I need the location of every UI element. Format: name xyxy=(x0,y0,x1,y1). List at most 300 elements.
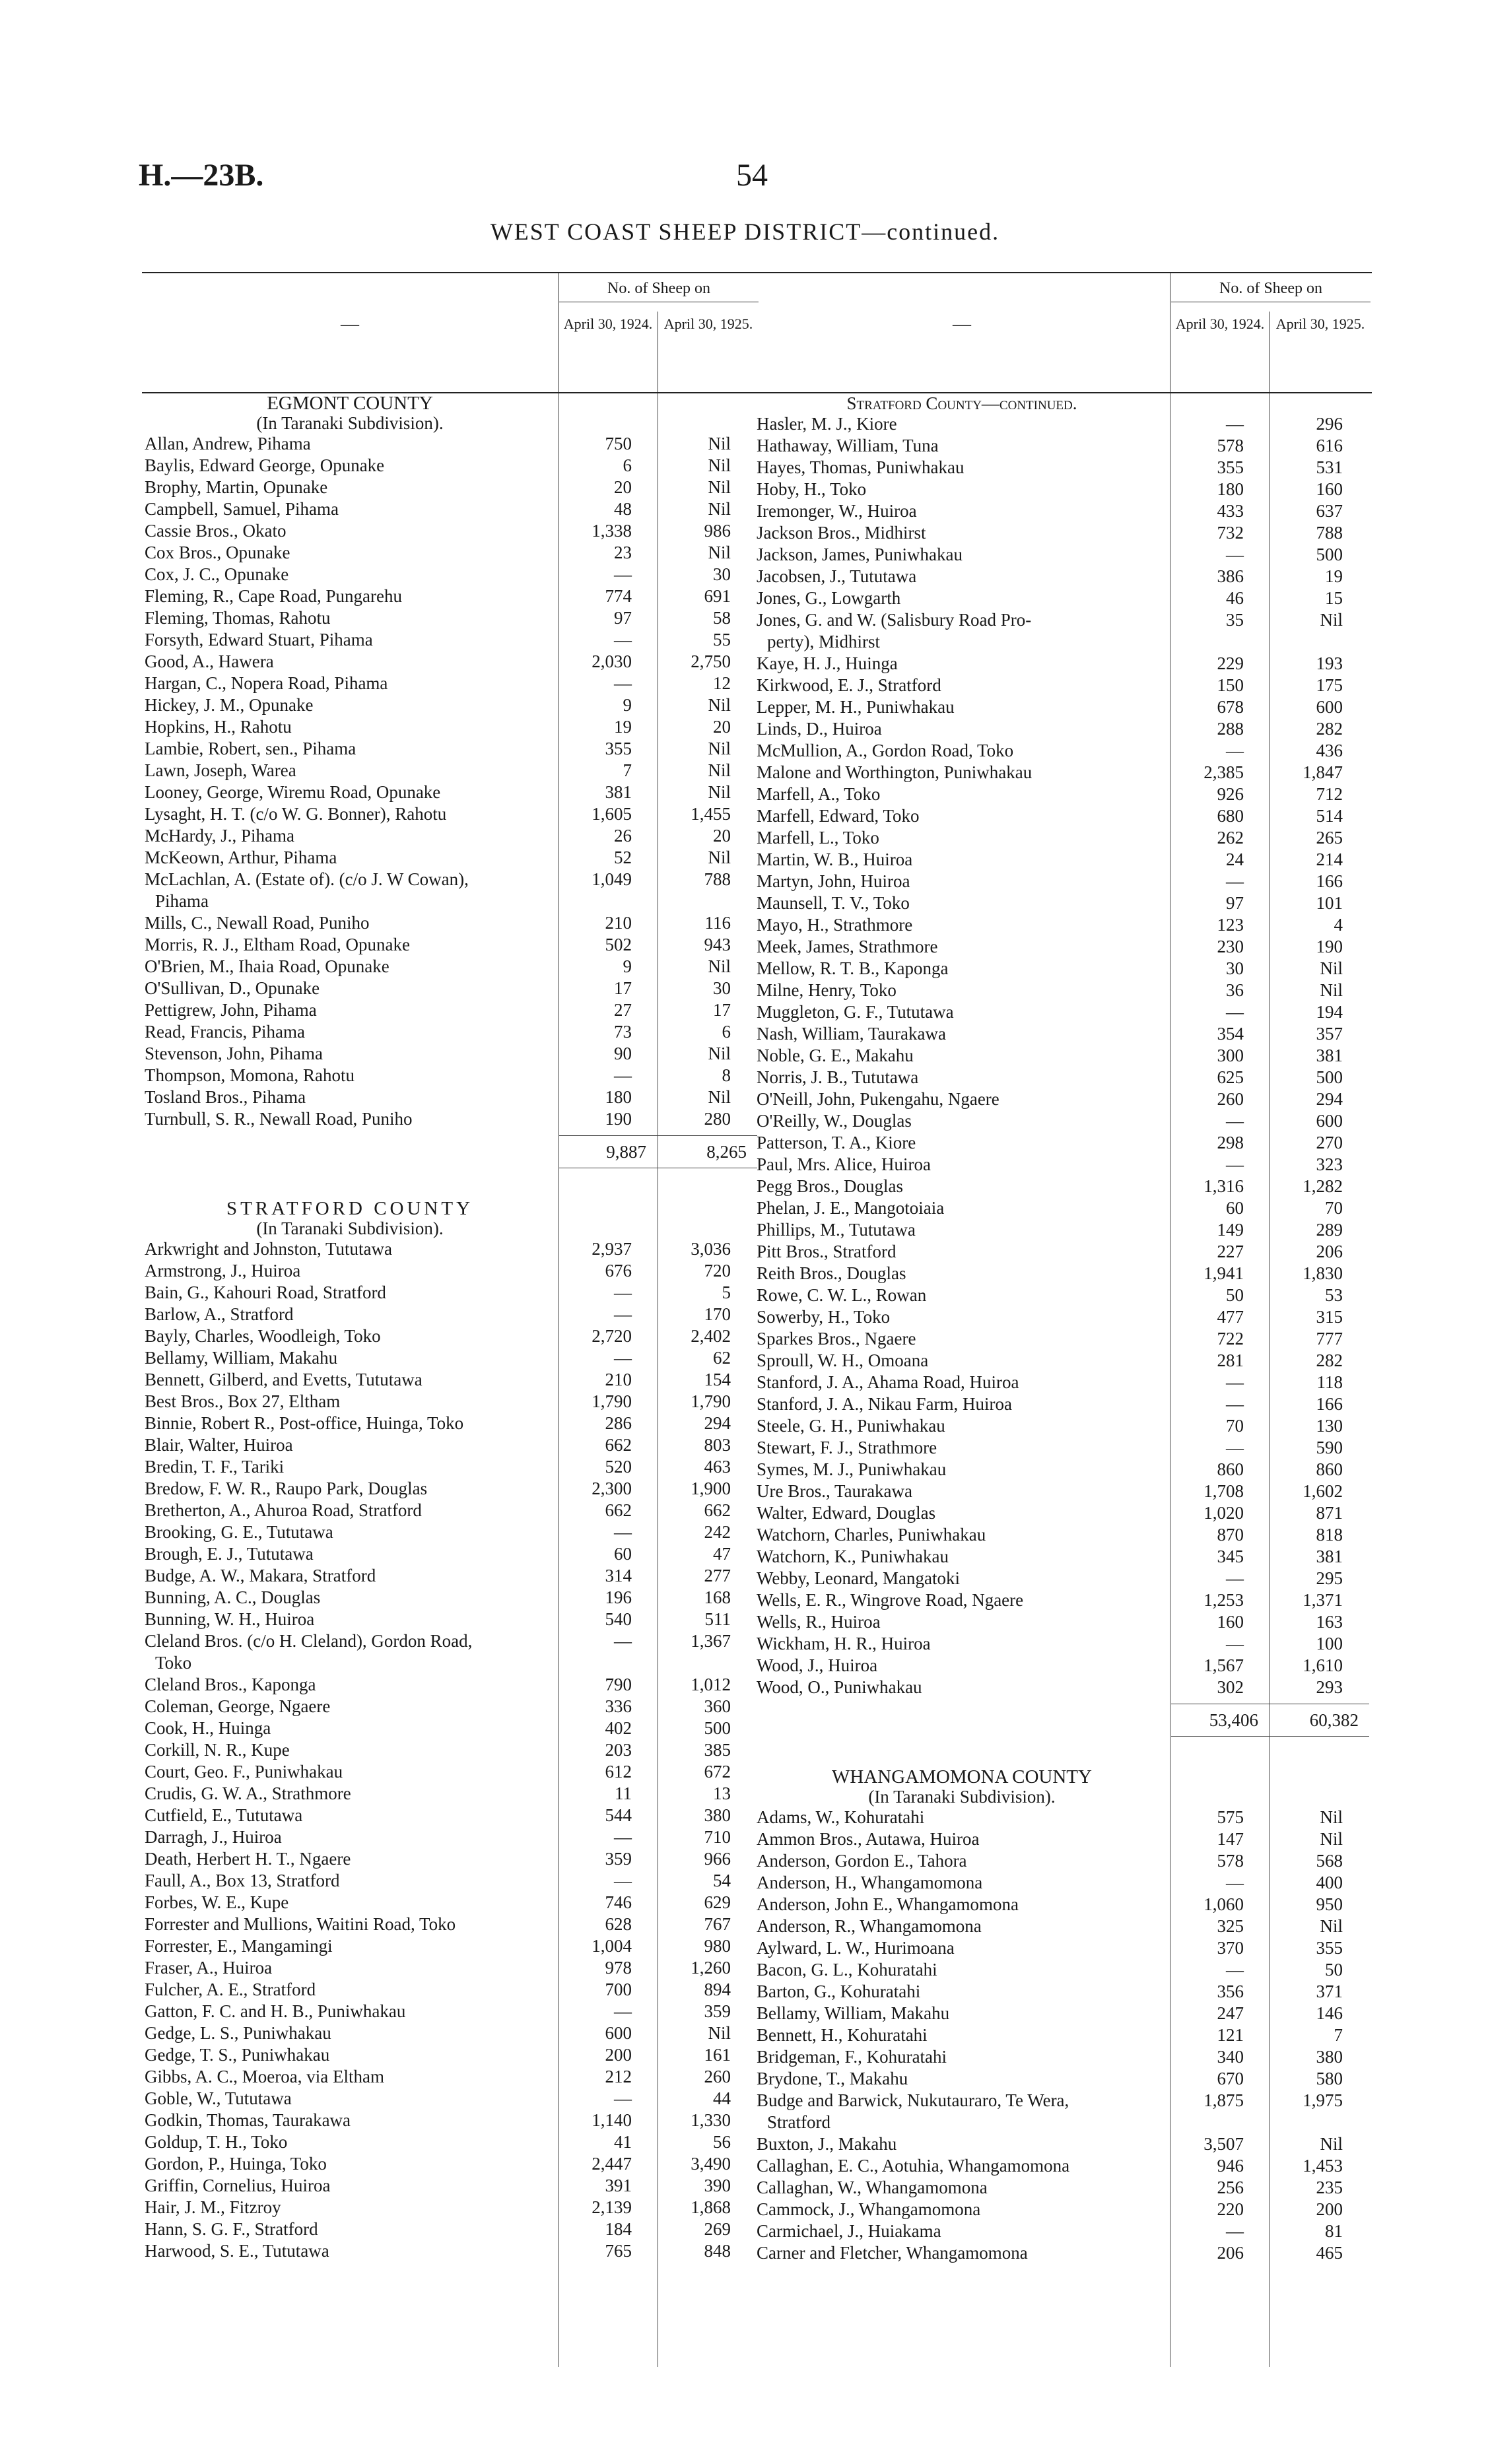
sheep-1924: 600 xyxy=(605,2023,632,2043)
owner-name: Marfell, A., Toko xyxy=(757,784,881,804)
owner-name: Cammock, J., Whangamomona xyxy=(757,2199,981,2219)
sheep-1924: 433 xyxy=(1217,501,1244,521)
page-id: H.—23B. xyxy=(139,158,264,193)
table-row xyxy=(754,1263,1372,1284)
table-row xyxy=(754,1524,1372,1546)
owner-name: Lepper, M. H., Puniwhakau xyxy=(757,697,955,717)
table-row xyxy=(142,1456,760,1478)
owner-name: Forbes, W. E., Kupe xyxy=(145,1892,289,1912)
table-row xyxy=(142,1914,760,1935)
table-row xyxy=(142,1108,760,1130)
table-row xyxy=(142,1935,760,1957)
header-divider xyxy=(558,273,559,392)
sheep-1925: 161 xyxy=(704,2045,731,2065)
table-row xyxy=(754,1828,1372,1850)
sheep-1925: Nil xyxy=(708,434,731,453)
sheep-1925: 6 xyxy=(722,1022,731,1042)
section-subheading: (In Taranaki Subdivision). xyxy=(256,1218,444,1238)
sheep-1925: 1,900 xyxy=(691,1479,731,1498)
owner-name: Jones, G., Lowgarth xyxy=(757,588,901,608)
table-row xyxy=(142,1543,760,1565)
owner-name: Sparkes Bros., Ngaere xyxy=(757,1329,916,1349)
sheep-1925: 30 xyxy=(713,564,731,584)
sheep-1924: 90 xyxy=(614,1044,632,1063)
owner-name: Mellow, R. T. B., Kaponga xyxy=(757,958,949,978)
table-row xyxy=(142,673,760,694)
owner-name: O'Neill, John, Pukengahu, Ngaere xyxy=(757,1089,999,1109)
table-row xyxy=(754,783,1372,805)
table-row xyxy=(142,1086,760,1108)
table-row xyxy=(754,631,1372,653)
table-row xyxy=(754,1176,1372,1197)
sheep-1925: Nil xyxy=(708,477,731,497)
owner-name: Forsyth, Edward Stuart, Pihama xyxy=(145,630,373,649)
sheep-1925: Nil xyxy=(1320,1807,1343,1827)
sheep-1925: 289 xyxy=(1316,1220,1343,1240)
sheep-1924: 19 xyxy=(614,717,632,737)
sheep-1925: 280 xyxy=(704,1109,731,1129)
sheep-1925: Nil xyxy=(1320,610,1343,630)
sheep-1924: 190 xyxy=(605,1109,632,1129)
sheep-1924: 210 xyxy=(605,913,632,933)
sheep-1924: 121 xyxy=(1217,2025,1244,2045)
table-row xyxy=(142,2197,760,2218)
table-row xyxy=(754,980,1372,1001)
sheep-1924: 1,790 xyxy=(592,1391,632,1411)
owner-name: Thompson, Momona, Rahotu xyxy=(145,1065,355,1085)
sheep-1924: 1,060 xyxy=(1203,1894,1244,1914)
sheep-1925: 616 xyxy=(1316,436,1343,455)
sheep-1924: — xyxy=(614,673,632,693)
owner-name: Anderson, H., Whangamomona xyxy=(757,1873,983,1892)
owner-name: O'Reilly, W., Douglas xyxy=(757,1111,912,1131)
table-row xyxy=(754,500,1372,522)
sheep-1924: 336 xyxy=(605,1696,632,1716)
owner-name: Toko xyxy=(155,1653,192,1673)
sheep-1924: 790 xyxy=(605,1675,632,1694)
sheep-1925: 1,453 xyxy=(1303,2156,1343,2176)
owner-name: Marfell, L., Toko xyxy=(757,828,879,848)
owner-name: Fulcher, A. E., Stratford xyxy=(145,1980,316,1999)
table-row xyxy=(142,1238,760,1260)
sheep-1924: 150 xyxy=(1217,675,1244,695)
sheep-1925: 101 xyxy=(1316,893,1343,913)
sheep-1924: 149 xyxy=(1217,1220,1244,1240)
owner-name: Gordon, P., Huinga, Toko xyxy=(145,2154,327,2174)
sheep-1924: 41 xyxy=(614,2132,632,2152)
sheep-1925: 44 xyxy=(713,2088,731,2108)
owner-name: Bellamy, William, Makahu xyxy=(145,1348,338,1368)
sheep-1924: 247 xyxy=(1217,2003,1244,2023)
total-row xyxy=(754,1704,1372,1737)
table-row xyxy=(142,2066,760,2088)
sheep-1925: 58 xyxy=(713,608,731,628)
sheep-1924: 722 xyxy=(1217,1329,1244,1349)
table-row xyxy=(142,542,760,564)
table-row xyxy=(142,1609,760,1630)
owner-name: Bacon, G. L., Kohuratahi xyxy=(757,1960,937,1980)
owner-name: Crudis, G. W. A., Strathmore xyxy=(145,1783,351,1803)
table-row xyxy=(142,2044,760,2066)
owner-name: Brophy, Martin, Opunake xyxy=(145,477,328,497)
owner-name: Faull, A., Box 13, Stratford xyxy=(145,1871,340,1890)
table-row xyxy=(754,827,1372,849)
sheep-1924: — xyxy=(1226,1634,1244,1653)
owner-name: Ure Bros., Taurakawa xyxy=(757,1481,913,1501)
sheep-1925: 166 xyxy=(1316,871,1343,891)
table-row xyxy=(142,2153,760,2175)
table-row xyxy=(754,2220,1372,2242)
sheep-1925: 55 xyxy=(713,630,731,649)
table-row xyxy=(754,1937,1372,1959)
sheep-1924: 578 xyxy=(1217,1851,1244,1871)
owner-name: Bretherton, A., Ahuroa Road, Stratford xyxy=(145,1500,422,1520)
sheep-1924: 1,605 xyxy=(592,804,632,824)
table-row xyxy=(754,1067,1372,1088)
owner-name: Goldup, T. H., Toko xyxy=(145,2132,288,2152)
sheep-1924: 345 xyxy=(1217,1547,1244,1566)
header-year-1924: April 30, 1924. xyxy=(1175,316,1265,332)
sheep-1924: 662 xyxy=(605,1500,632,1520)
sheep-1924: 2,139 xyxy=(592,2197,632,2217)
sheep-1924: 302 xyxy=(1217,1677,1244,1697)
sheep-1925: 4 xyxy=(1334,915,1343,935)
sheep-1925: 56 xyxy=(713,2132,731,2152)
table-row xyxy=(754,1872,1372,1894)
page-number: 54 xyxy=(736,158,768,193)
owner-name: Jackson Bros., Midhirst xyxy=(757,523,926,543)
sheep-1924: 36 xyxy=(1226,980,1244,1000)
table-row xyxy=(754,609,1372,631)
table-row xyxy=(754,914,1372,936)
owner-name: Turnbull, S. R., Newall Road, Puniho xyxy=(145,1109,413,1129)
sheep-1925: 1,282 xyxy=(1303,1176,1343,1196)
sheep-1925: 20 xyxy=(713,826,731,846)
sheep-1924: 11 xyxy=(615,1783,632,1803)
table-row xyxy=(142,1325,760,1347)
sheep-1924: 6 xyxy=(623,455,632,475)
county-section xyxy=(142,393,760,1168)
total-row xyxy=(142,1135,760,1168)
sheep-1925: 70 xyxy=(1325,1198,1343,1218)
sheep-1925: 62 xyxy=(713,1348,731,1368)
sheep-1925: 12 xyxy=(713,673,731,693)
owner-name: Coleman, George, Ngaere xyxy=(145,1696,331,1716)
sheep-1925: 293 xyxy=(1316,1677,1343,1697)
table-row xyxy=(754,675,1372,696)
sheep-1925: Nil xyxy=(708,499,731,519)
sheep-1924: 355 xyxy=(1217,457,1244,477)
table-row xyxy=(754,457,1372,479)
owner-name: Allan, Andrew, Pihama xyxy=(145,434,311,453)
sheep-1925: 193 xyxy=(1316,653,1343,673)
sheep-1924: 184 xyxy=(605,2219,632,2239)
sheep-1924 xyxy=(1153,2112,1252,2133)
table-row xyxy=(142,2001,760,2022)
owner-name: Callaghan, E. C., Aotuhia, Whangamomona xyxy=(757,2156,1070,2176)
owner-name: Patterson, T. A., Kiore xyxy=(757,1133,916,1152)
sheep-1925: 53 xyxy=(1325,1285,1343,1305)
sheep-1924: — xyxy=(614,1522,632,1542)
owner-name: Wood, J., Huiroa xyxy=(757,1655,878,1675)
table-row xyxy=(142,498,760,520)
table-row xyxy=(142,1848,760,1870)
table-row xyxy=(142,999,760,1021)
sheep-1925: Nil xyxy=(708,1044,731,1063)
sheep-1925: 357 xyxy=(1316,1024,1343,1044)
owner-name: Iremonger, W., Huiroa xyxy=(757,501,917,521)
sheep-1925: 381 xyxy=(1316,1547,1343,1566)
section-subheading: (In Taranaki Subdivision). xyxy=(256,413,444,433)
table-row xyxy=(142,1021,760,1043)
sheep-1925: 116 xyxy=(704,913,731,933)
owner-name: O'Brien, M., Ihaia Road, Opunake xyxy=(145,956,389,976)
sheep-1925: 294 xyxy=(704,1413,731,1433)
owner-name: Jackson, James, Puniwhakau xyxy=(757,545,963,564)
owner-name: Kirkwood, E. J., Stratford xyxy=(757,675,941,695)
table-body xyxy=(754,393,1372,2264)
sheep-1924: 180 xyxy=(605,1087,632,1107)
sheep-1924: 60 xyxy=(614,1544,632,1564)
table-row xyxy=(142,1652,760,1674)
owner-name: Brough, E. J., Tututawa xyxy=(145,1544,314,1564)
sheep-1925: 1,012 xyxy=(691,1675,731,1694)
table-row xyxy=(142,760,760,782)
table-header xyxy=(142,272,760,393)
sheep-1925: 788 xyxy=(1316,523,1343,543)
owner-name: Forrester, E., Mangamingi xyxy=(145,1936,333,1956)
owner-name: Budge, A. W., Makara, Stratford xyxy=(145,1566,376,1585)
sheep-1924: 1,004 xyxy=(592,1936,632,1956)
sheep-1925: Nil xyxy=(708,739,731,758)
section-subheading: (In Taranaki Subdivision). xyxy=(868,1787,1056,1807)
table-row xyxy=(142,564,760,585)
table-row xyxy=(754,1328,1372,1350)
sheep-1924: 386 xyxy=(1217,566,1244,586)
table-row xyxy=(754,653,1372,675)
sheep-1924: — xyxy=(1226,545,1244,564)
owner-name: Stanford, J. A., Ahama Road, Huiroa xyxy=(757,1372,1019,1392)
table-row xyxy=(142,782,760,803)
owner-name: Anderson, Gordon E., Tahora xyxy=(757,1851,967,1871)
sheep-1924: 625 xyxy=(1217,1067,1244,1087)
sheep-1925: 1,602 xyxy=(1303,1481,1343,1501)
sheep-1924: 746 xyxy=(605,1892,632,1912)
owner-name: Hann, S. G. F., Stratford xyxy=(145,2219,318,2239)
sheep-1925: 463 xyxy=(704,1457,731,1477)
sheep-1925: 500 xyxy=(704,1718,731,1738)
sheep-1925: 200 xyxy=(1316,2199,1343,2219)
sheep-1925 xyxy=(1252,2112,1351,2133)
owner-name: Stewart, F. J., Strathmore xyxy=(757,1438,937,1457)
sheep-1925: 54 xyxy=(713,1871,731,1890)
page-header xyxy=(0,0,1490,277)
sheep-1924: — xyxy=(1226,1394,1244,1414)
owner-name: Norris, J. B., Tututawa xyxy=(757,1067,919,1087)
owner-name: Reith Bros., Douglas xyxy=(757,1263,906,1283)
sheep-1925: 3,490 xyxy=(691,2154,731,2174)
table-row xyxy=(754,1568,1372,1589)
sheep-1925: 860 xyxy=(1316,1459,1343,1479)
owner-name: Gatton, F. C. and H. B., Puniwhakau xyxy=(145,2001,406,2021)
sheep-1925: 600 xyxy=(1316,697,1343,717)
owner-name: Griffin, Cornelius, Huiroa xyxy=(145,2176,331,2195)
owner-name: Buxton, J., Makahu xyxy=(757,2134,897,2154)
header-sheep-group: No. of Sheep on xyxy=(559,280,759,302)
sheep-1925: 777 xyxy=(1316,1329,1343,1349)
sheep-1925: 166 xyxy=(1316,1394,1343,1414)
sheep-1925: Nil xyxy=(708,2023,731,2043)
sheep-1924: 230 xyxy=(1217,937,1244,956)
sheep-1924: — xyxy=(614,630,632,649)
sheep-1925: Nil xyxy=(1320,980,1343,1000)
table-row xyxy=(142,477,760,498)
owner-name: Gibbs, A. C., Moeroa, via Eltham xyxy=(145,2067,384,2086)
sheep-1924: — xyxy=(1226,1154,1244,1174)
owner-name: Binnie, Robert R., Post-office, Huinga, Toko xyxy=(145,1413,464,1433)
sheep-1925: 50 xyxy=(1325,1960,1343,1980)
sheep-1925: 2,402 xyxy=(691,1326,731,1346)
table-row xyxy=(142,694,760,716)
sheep-1925: 465 xyxy=(1316,2243,1343,2263)
owner-name: Barlow, A., Stratford xyxy=(145,1304,294,1324)
table-row xyxy=(142,912,760,934)
owner-name: Corkill, N. R., Kupe xyxy=(145,1740,290,1760)
table-row xyxy=(754,1045,1372,1067)
sheep-1924: 774 xyxy=(605,586,632,606)
sheep-1924: 544 xyxy=(605,1805,632,1825)
owner-name: Marfell, Edward, Toko xyxy=(757,806,920,826)
table-row xyxy=(142,585,760,607)
owner-name: Steele, G. H., Puniwhakau xyxy=(757,1416,945,1436)
sheep-1925: Nil xyxy=(708,543,731,562)
sheep-1924: 578 xyxy=(1217,436,1244,455)
table-row xyxy=(754,2133,1372,2155)
sheep-1924: — xyxy=(1226,1960,1244,1980)
table-row xyxy=(142,1434,760,1456)
sheep-1924: 370 xyxy=(1217,1938,1244,1958)
sheep-1924: 1,316 xyxy=(1203,1176,1244,1196)
table-row xyxy=(754,762,1372,783)
sheep-1924: 26 xyxy=(614,826,632,846)
sheep-1925: 385 xyxy=(704,1740,731,1760)
sheep-1924 xyxy=(541,890,640,912)
owner-name: Malone and Worthington, Puniwhakau xyxy=(757,762,1033,782)
owner-name: Bunning, A. C., Douglas xyxy=(145,1587,321,1607)
sheep-1925: 130 xyxy=(1316,1416,1343,1436)
sheep-1924: 732 xyxy=(1217,523,1244,543)
owner-name: Hair, J. M., Fitzroy xyxy=(145,2197,281,2217)
owner-name: Pitt Bros., Stratford xyxy=(757,1242,897,1261)
table-body xyxy=(142,393,760,2262)
owner-name: Pihama xyxy=(155,891,209,911)
county-section xyxy=(754,393,1372,1737)
sheep-1924: 97 xyxy=(1226,893,1244,913)
table-row xyxy=(754,1589,1372,1611)
sheep-1924: 477 xyxy=(1217,1307,1244,1327)
table-row xyxy=(142,1892,760,1914)
sheep-1924: 298 xyxy=(1217,1133,1244,1152)
owner-name: Wells, E. R., Wingrove Road, Ngaere xyxy=(757,1590,1024,1610)
owner-name: Carner and Fletcher, Whangamomona xyxy=(757,2243,1028,2263)
table-row xyxy=(142,2175,760,2197)
owner-name: Walter, Edward, Douglas xyxy=(757,1503,936,1523)
sheep-1925: 662 xyxy=(704,1500,731,1520)
sheep-1925: Nil xyxy=(708,1087,731,1107)
sheep-1924: 52 xyxy=(614,848,632,867)
owner-name: Wickham, H. R., Huiroa xyxy=(757,1634,931,1653)
sheep-1924: 23 xyxy=(614,543,632,562)
sheep-1925: 47 xyxy=(713,1544,731,1564)
owner-name: Watchorn, K., Puniwhakau xyxy=(757,1547,949,1566)
table-row xyxy=(754,2046,1372,2068)
owner-name: Noble, G. E., Makahu xyxy=(757,1046,914,1065)
sheep-1925: 2,750 xyxy=(691,651,731,671)
sheep-1924: 210 xyxy=(605,1370,632,1389)
table-row xyxy=(754,718,1372,740)
owner-name: Bellamy, William, Makahu xyxy=(757,2003,950,2023)
sheep-1925: 950 xyxy=(1316,1894,1343,1914)
table-row xyxy=(754,1481,1372,1502)
total-1924: 53,406 xyxy=(1171,1704,1269,1737)
owner-name: Campbell, Samuel, Pihama xyxy=(145,499,339,519)
table-row xyxy=(754,1894,1372,1915)
table-row xyxy=(754,1677,1372,1698)
owner-name: Blair, Walter, Huiroa xyxy=(145,1435,293,1455)
table-row xyxy=(142,1739,760,1761)
sheep-1925: 3,036 xyxy=(691,1239,731,1259)
sheep-1924: 286 xyxy=(605,1413,632,1433)
sheep-1925: 629 xyxy=(704,1892,731,1912)
table-row xyxy=(142,738,760,760)
sheep-1925: 355 xyxy=(1316,1938,1343,1958)
sheep-1924: 402 xyxy=(605,1718,632,1738)
sheep-1925: 943 xyxy=(704,935,731,954)
sheep-1924: — xyxy=(1226,1568,1244,1588)
table-row xyxy=(754,2068,1372,2090)
sheep-1924: 1,338 xyxy=(592,521,632,541)
page-title: WEST COAST SHEEP DISTRICT—continued. xyxy=(490,218,1000,245)
sheep-1924: — xyxy=(614,1827,632,1847)
sheep-1924: 2,720 xyxy=(592,1326,632,1346)
table-row xyxy=(754,2090,1372,2112)
sheep-1925: 118 xyxy=(1316,1372,1343,1392)
sheep-1924: — xyxy=(1226,1873,1244,1892)
sheep-1924: — xyxy=(614,564,632,584)
owner-name: Brooking, G. E., Tututawa xyxy=(145,1522,333,1542)
owner-name: Tosland Bros., Pihama xyxy=(145,1087,306,1107)
owner-name: Symes, M. J., Puniwhakau xyxy=(757,1459,947,1479)
table-row xyxy=(754,1807,1372,1828)
sheep-1925: 580 xyxy=(1316,2069,1343,2088)
owner-name: Morris, R. J., Eltham Road, Opunake xyxy=(145,935,410,954)
owner-name: Mills, C., Newall Road, Puniho xyxy=(145,913,370,933)
sheep-1925 xyxy=(640,890,739,912)
table-row xyxy=(142,1521,760,1543)
owner-name: McMullion, A., Gordon Road, Toko xyxy=(757,741,1014,760)
table-row xyxy=(142,716,760,738)
table-row xyxy=(754,958,1372,980)
table-row xyxy=(754,740,1372,762)
sheep-1924: 1,708 xyxy=(1203,1481,1244,1501)
sheep-1924: 260 xyxy=(1217,1089,1244,1109)
sheep-1925: 1,975 xyxy=(1303,2090,1343,2110)
table-row xyxy=(754,849,1372,871)
owner-name: Darragh, J., Huiroa xyxy=(145,1827,282,1847)
sheep-1924: 1,020 xyxy=(1203,1503,1244,1523)
sheep-1925: 214 xyxy=(1316,849,1343,869)
table-row xyxy=(754,1372,1372,1393)
